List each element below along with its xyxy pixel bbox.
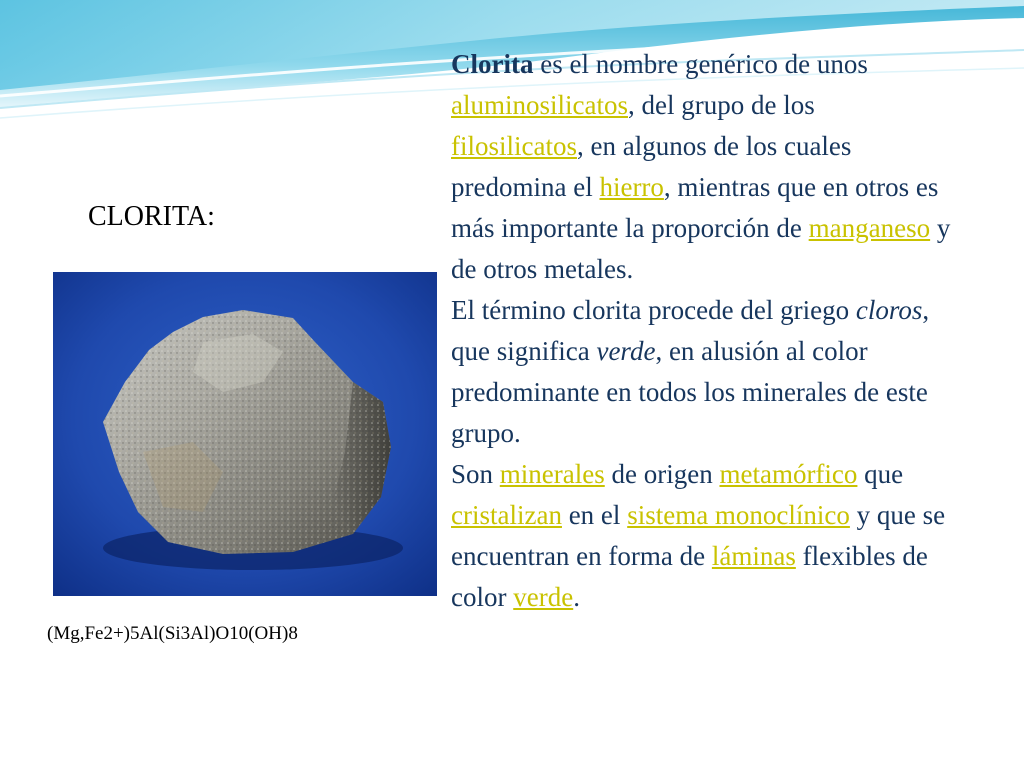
link-verde[interactable]: verde <box>513 582 574 612</box>
text-span: , del grupo de los <box>627 90 815 120</box>
paragraph-definition <box>451 44 951 290</box>
slide-title: CLORITA: <box>88 201 215 232</box>
link-cristalizan[interactable]: cristalizan <box>451 500 562 530</box>
text-span: de origen <box>604 459 720 489</box>
text-span: , en alusión al color predominante en todos los minerales de este grupo. <box>451 336 928 448</box>
chemical-formula: (Mg,Fe2+)5Al(Si3Al)O10(OH)8 <box>47 623 298 644</box>
link-manganeso[interactable]: manganeso <box>808 213 931 243</box>
text-span: y de otros metales. <box>451 213 951 284</box>
mineral-photo <box>53 272 437 596</box>
paragraph-origin <box>451 454 951 618</box>
italic-verde: verde <box>596 336 656 366</box>
text-span: en el <box>561 500 628 530</box>
link-minerales[interactable]: minerales <box>499 459 605 489</box>
text-span: , en algunos de los cuales predomina el <box>451 131 852 202</box>
link-hierro[interactable]: hierro <box>599 172 664 202</box>
text-span: , mientras que en otros es más importante la proporción de <box>451 172 939 243</box>
paragraph-etymology <box>451 290 951 454</box>
text-span: y que se encuentran en forma de <box>451 500 946 571</box>
text-span: El término clorita procede del griego <box>451 295 856 325</box>
link-sistema-monoclinico[interactable]: sistema monoclínico <box>627 500 850 530</box>
text-span: es el nombre genérico de unos <box>533 49 868 79</box>
text-span: , que significa <box>451 295 930 366</box>
term-clorita: Clorita <box>451 49 534 79</box>
description-text <box>451 44 951 618</box>
italic-cloros: cloros <box>855 295 923 325</box>
text-span: . <box>573 582 580 612</box>
text-span: Son <box>451 459 500 489</box>
link-metamorfico[interactable]: metamórfico <box>719 459 858 489</box>
link-laminas[interactable]: láminas <box>711 541 796 571</box>
link-aluminosilicatos[interactable]: aluminosilicatos <box>451 90 628 120</box>
text-span: que <box>857 459 904 489</box>
text-span: flexibles de color <box>451 541 928 612</box>
link-filosilicatos[interactable]: filosilicatos <box>451 131 577 161</box>
